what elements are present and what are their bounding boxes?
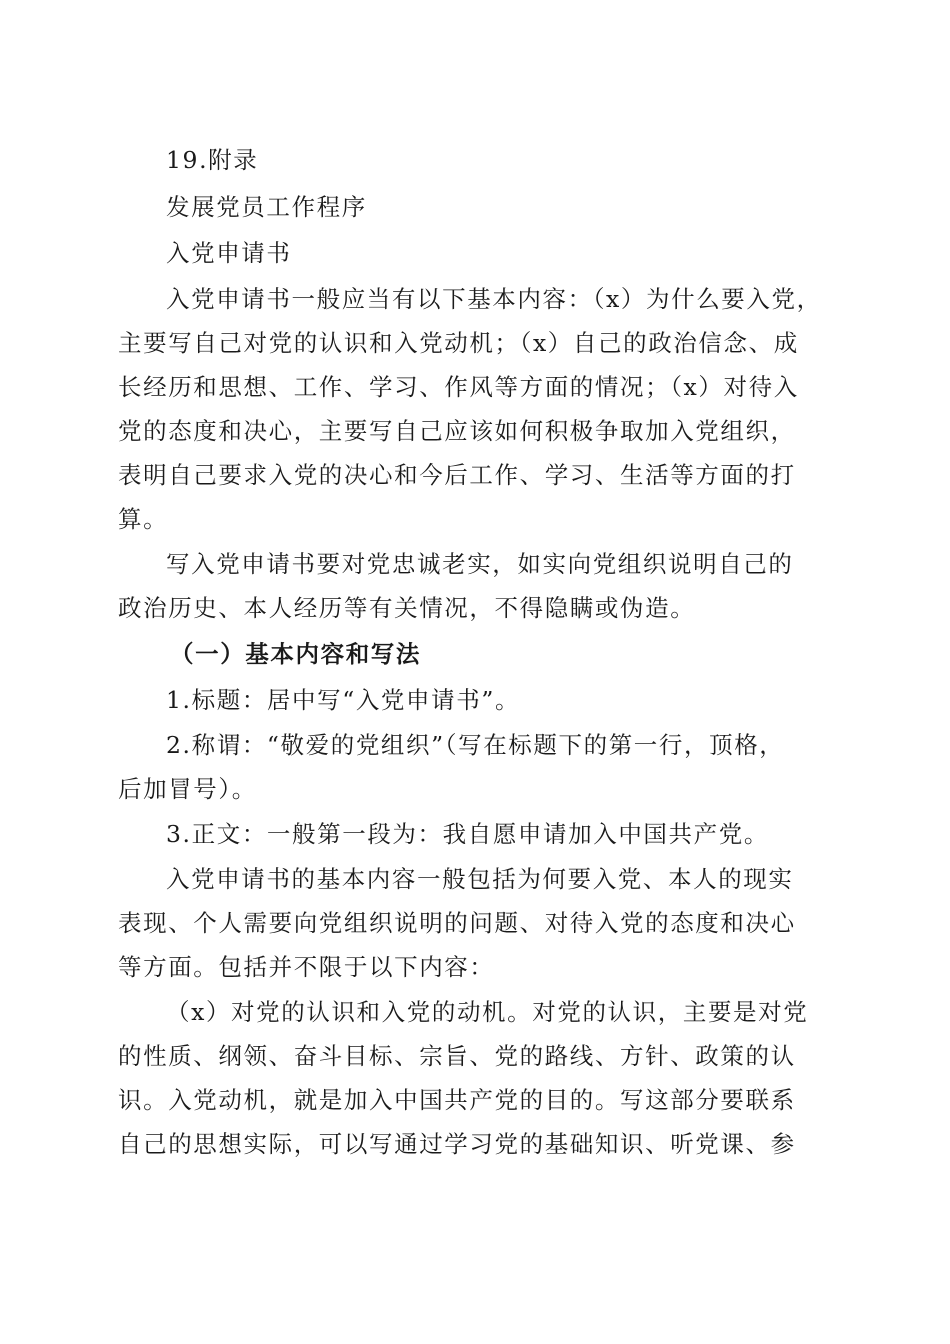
paragraph-line: 算。 — [118, 505, 169, 533]
paragraph-line: 主要写自己对党的认识和入党动机；（x）自己的政治信念、成 — [118, 329, 799, 357]
paragraph-line: 后加冒号）。 — [118, 775, 257, 803]
subsection-title: 入党申请书 — [166, 239, 292, 267]
paragraph-line: 的性质、纲领、奋斗目标、宗旨、党的路线、方针、政策的认 — [118, 1042, 796, 1070]
list-item-body: 3.正文：一般第一段为：我自愿申请加入中国共产党。 — [166, 820, 769, 848]
section-heading: （一）基本内容和写法 — [170, 640, 421, 668]
paragraph-line: 写入党申请书要对党忠诚老实，如实向党组织说明自己的 — [166, 550, 794, 578]
paragraph-line: 入党申请书的基本内容一般包括为何要入党、本人的现实 — [166, 865, 794, 893]
list-item-salutation: 2.称谓：“敬爱的党组织”（写在标题下的第一行，顶格， — [166, 731, 785, 759]
list-item-title: 1.标题：居中写“入党申请书”。 — [166, 686, 521, 714]
paragraph-line: 表明自己要求入党的决心和今后工作、学习、生活等方面的打 — [118, 461, 796, 489]
paragraph-line: 政治历史、本人经历等有关情况，不得隐瞒或伪造。 — [118, 594, 696, 622]
section-number: 19.附录 — [166, 146, 259, 174]
paragraph-line: 入党申请书一般应当有以下基本内容：（x）为什么要入党， — [166, 285, 822, 313]
paragraph-line: 长经历和思想、工作、学习、作风等方面的情况；（x）对待入 — [118, 373, 799, 401]
paragraph-line: 表现、个人需要向党组织说明的问题、对待入党的态度和决心 — [118, 909, 796, 937]
procedure-title: 发展党员工作程序 — [166, 193, 367, 221]
paragraph-line: 党的态度和决心，主要写自己应该如何积极争取加入党组织， — [118, 417, 796, 445]
paragraph-line: 识。入党动机，就是加入中国共产党的目的。写这部分要联系 — [118, 1086, 796, 1114]
paragraph-line: 自己的思想实际，可以写通过学习党的基础知识、听党课、参 — [118, 1130, 796, 1158]
paragraph-line: 等方面。包括并不限于以下内容： — [118, 953, 495, 981]
paragraph-line: （x）对党的认识和入党的动机。对党的认识，主要是对党 — [166, 998, 809, 1026]
